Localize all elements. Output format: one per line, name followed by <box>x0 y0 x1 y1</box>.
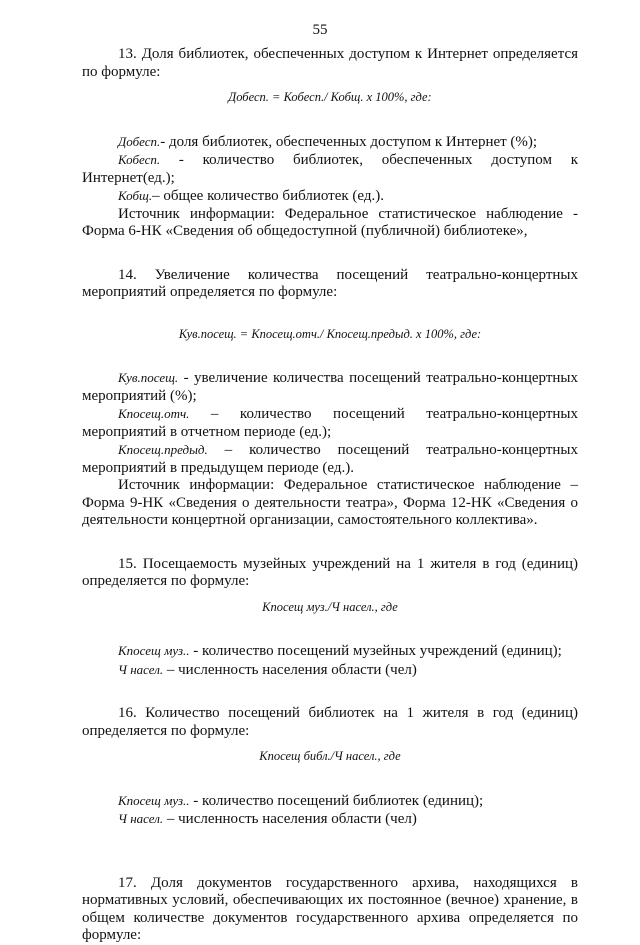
def-symbol: Кув.посещ. <box>118 370 179 385</box>
def-text: – количество посещений театрально-концертных мероприятий в предыдущем периоде (ед.). <box>82 442 578 476</box>
section-14-formula: Кув.посещ. = Кпосещ.отч./ Кпосещ.предыд. х 100%, где: <box>178 326 482 341</box>
def-text: – количество посещений театрально-концертных мероприятий в отчетном периоде (ед.); <box>82 406 578 440</box>
def-symbol: Ч насел. <box>118 811 164 826</box>
document-body <box>82 46 578 945</box>
def-symbol: Кобесп. <box>118 152 161 167</box>
section-14-def-2 <box>82 405 578 441</box>
section-13-formula: Добесп. = Кобесп./ Кобщ. х 100%, где: <box>228 90 432 104</box>
section-14-heading: 14. Увеличение количества посещений театрально-концертных мероприятий определяется по формуле: <box>82 266 578 300</box>
section-17-heading: 17. Доля документов государственного архива, находящихся в нормативных условий, обеспечивающих их постоянное (вечное) хранение, в общем количестве документов государственного архива определяется по формуле: <box>82 874 578 943</box>
section-13-source: Источник информации: Федеральное статистическое наблюдение - Форма 6-НК «Сведения об общедоступной (публичной) библиотеке», <box>82 205 578 239</box>
section-15-def-2 <box>82 661 578 680</box>
def-symbol: Кпосещ муз.. <box>118 643 190 658</box>
def-text: - доля библиотек, обеспеченных доступом к Интернет (%); <box>160 133 538 150</box>
section-13-heading: 13. Доля библиотек, обеспеченных доступом к Интернет определяется по формуле: <box>82 46 578 80</box>
def-text: - увеличение количества посещений театрально-концертных мероприятий (%); <box>82 370 578 404</box>
def-text: - количество посещений библиотек (единиц); <box>189 792 484 809</box>
section-16-heading: 16. Количество посещений библиотек на 1 жителя в год (единиц) определяется по формуле: <box>82 705 578 739</box>
section-16-def-1 <box>82 792 578 811</box>
def-text: – численность населения области (чел) <box>163 661 417 678</box>
def-symbol: Кпосещ муз.. <box>118 792 190 808</box>
def-text: – численность населения области (чел) <box>163 811 417 827</box>
def-symbol: Кпосещ.отч. <box>118 406 190 421</box>
def-symbol: Ч насел. <box>118 661 164 677</box>
section-15-heading: 15. Посещаемость музейных учреждений на 1 жителя в год (единиц) определяется по формуле: <box>82 555 578 589</box>
def-text: - количество посещений музейных учреждений (единиц); <box>189 643 562 659</box>
section-14-def-3 <box>82 441 578 477</box>
section-14-def-1 <box>82 369 578 405</box>
def-symbol: Кобщ. <box>118 188 153 203</box>
section-16-def-2 <box>82 810 578 829</box>
def-symbol: Кпосещ.предыд. <box>118 442 208 457</box>
section-13-def-1 <box>82 133 578 152</box>
section-15-def-1 <box>82 642 578 661</box>
def-text: - количество библиотек, обеспеченных доступом к Интернет(ед.); <box>82 152 578 186</box>
section-13-def-2 <box>82 151 578 187</box>
section-14-source: Источник информации: Федеральное статистическое наблюдение – Форма 9-НК «Сведения о деятельности театра», Форма 12-НК «Сведения о деятельности концертной организации, самостоятельного коллектива». <box>82 477 578 528</box>
page-number: 55 <box>312 22 328 38</box>
section-13-def-3 <box>82 187 578 206</box>
def-text: – общее количество библиотек (ед.). <box>152 188 384 204</box>
section-15-formula: Кпосещ муз./Ч насел., где <box>262 599 398 614</box>
section-16-formula: Кпосещ библ./Ч насел., где <box>259 749 401 763</box>
def-symbol: Добесп. <box>118 133 161 149</box>
